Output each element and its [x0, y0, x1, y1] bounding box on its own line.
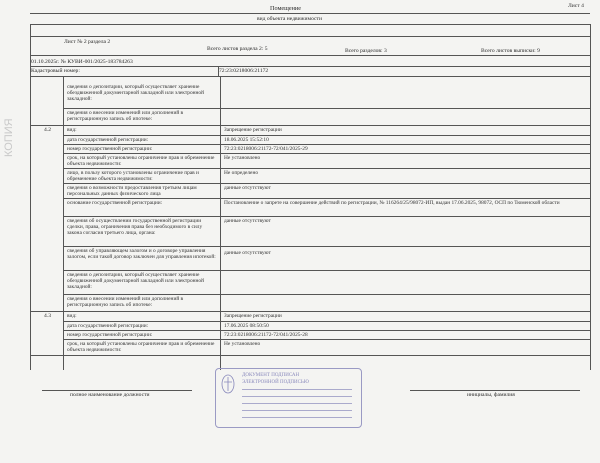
entry-4-3-term-value: Не установлено — [224, 341, 261, 347]
position-caption: полное наименование должности — [70, 392, 150, 398]
changes-label: сведения о внесении изменений или дополнений в регистрационную запись об ипотеке: — [67, 110, 184, 123]
section-sheets-count: Всего листов раздела 2: 5 — [207, 46, 268, 52]
entry-4-2-person-label: лицо, в пользу которого установлены ограничение прав и обременение объекта недвижимости: — [67, 170, 199, 183]
emblem-icon — [220, 373, 236, 395]
svg-text:КОПИЯ: КОПИЯ — [3, 118, 15, 157]
sheet-number: Лист 4 — [568, 3, 584, 9]
statement-sheets-count: Всего листов выписки: 9 — [481, 48, 540, 54]
object-type-title: Помещение — [270, 5, 301, 12]
sections-count: Всего разделов: 3 — [345, 48, 387, 54]
entry-4-2-kind-label: вид: — [67, 127, 77, 133]
entry-4-2-third-party-value: данные отсутствуют — [224, 185, 271, 191]
entry-4-2-basis-value: Постановление о запрете на совершение действий по регистрации, № 116264/25/98072-ИП, выдан 17.06.2025, 98072, ОСП по Тюменской области — [224, 200, 560, 206]
name-caption: инициалы, фамилия — [467, 392, 515, 398]
entry-4-2-basis-label: основание государственной регистрации: — [67, 200, 163, 206]
entry-4-2-third-party-label: сведения о возможности предоставления третьим лицам персональных данных физического лица — [67, 185, 197, 198]
entry-4-2-person-value: Не определено — [224, 170, 259, 176]
statement-date-number: 01.10.2025г. № КУВИ-001/2025-183784263 — [31, 59, 133, 65]
entry-4-2-manager-label: сведения об управляющем залогом и о договоре управления залогом, если такой договор заключен для управления ипотекой: — [67, 248, 216, 261]
entry-4-3-term-label: срок, на который установлены ограничение прав и обременение объекта недвижимости: — [67, 341, 215, 354]
entry-4-2-consent-label: сведения об осуществлении государственной регистрации сделки, права, ограничения права без необходимого в силу закона согласия третьего лица, органа: — [67, 218, 203, 237]
binding-mark-icon — [0, 85, 22, 165]
entry-4-2-regnum-value: 72:23:0218006:21172-72/041/2025-29 — [224, 146, 308, 152]
entry-4-3-regnum-value: 72:23:0218006:21172-72/041/2025-28 — [224, 332, 308, 338]
stamp-line-2: ЭЛЕКТРОННОЙ ПОДПИСЬЮ — [242, 380, 309, 385]
entry-4-3-number: 4.3 — [44, 313, 51, 319]
entry-4-2-date-label: дата государственной регистрации: — [67, 137, 149, 143]
entry-4-3-date-value: 17.06.2025 08:50:50 — [224, 323, 269, 329]
entry-4-2-term-value: Не установлено — [224, 155, 261, 161]
entry-4-3-regnum-label: номер государственной регистрации: — [67, 332, 153, 338]
name-line — [410, 390, 580, 391]
e-signature-stamp — [215, 368, 362, 428]
entry-4-3-kind-value: Запрещение регистрации — [224, 313, 282, 319]
entry-4-2-kind-value: Запрещение регистрации — [224, 127, 282, 133]
entry-4-2-number: 4.2 — [44, 127, 51, 133]
depositary-label: сведения о депозитарии, который осуществляет хранение обездвиженной документарной закладной или электронной закладной: — [67, 84, 204, 103]
entry-4-2-consent-value: данные отсутствуют — [224, 218, 271, 224]
object-type-caption: вид объекта недвижимости — [257, 16, 322, 22]
entry-4-2-date-value: 18.06.2025 15:52:10 — [224, 137, 269, 143]
entry-4-3-kind-label: вид: — [67, 313, 77, 319]
entry-4-2-manager-value: данные отсутствуют — [224, 250, 271, 256]
cadastral-number: 72:23:0218006:21172 — [219, 68, 269, 74]
position-line — [42, 390, 192, 391]
entry-4-2-term-label: срок, на который установлены ограничение прав и обременение объекта недвижимости: — [67, 155, 215, 168]
entry-4-2-depositary-label: сведения о депозитарии, который осуществляет хранение обездвиженной документарной закладной или электронной закладной: — [67, 272, 204, 291]
entry-4-2-changes-label: сведения о внесении изменений или дополнений в регистрационную запись об ипотеке: — [67, 296, 184, 309]
stamp-line-1: ДОКУМЕНТ ПОДПИСАН — [242, 373, 300, 378]
cadastral-label: Кадастровый номер: — [31, 68, 80, 74]
entry-4-3-date-label: дата государственной регистрации: — [67, 323, 149, 329]
entry-4-2-regnum-label: номер государственной регистрации: — [67, 146, 153, 152]
section-sheet-number: Лист № 2 раздела 2 — [64, 39, 111, 45]
